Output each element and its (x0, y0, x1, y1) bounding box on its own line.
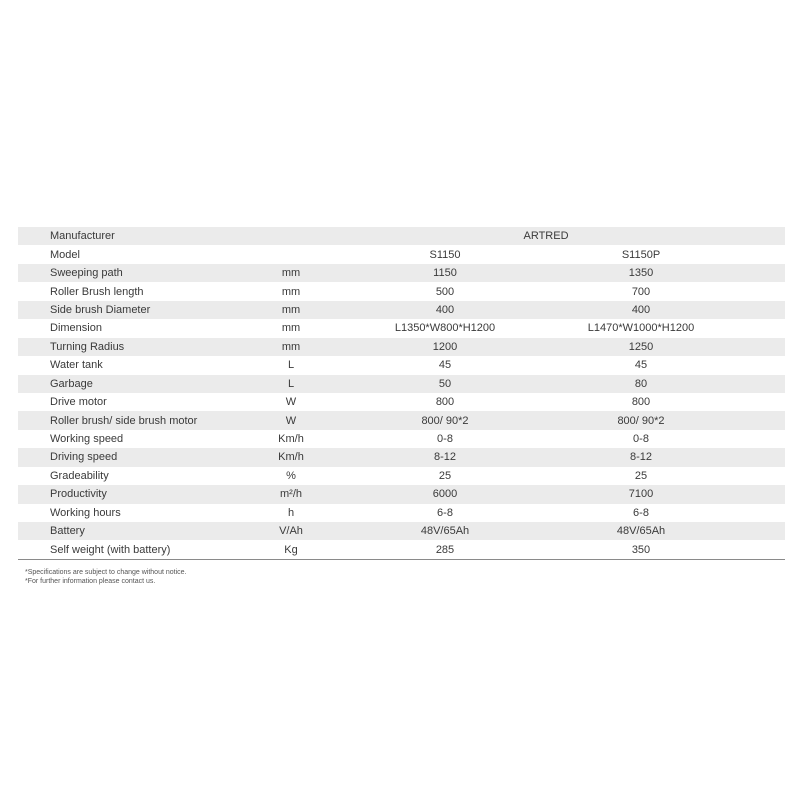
row-unit: mm (281, 285, 301, 298)
model-a-value: 6000 (432, 488, 458, 501)
model-b-value: 350 (631, 543, 651, 556)
model-b-value: L1470*W1000*H1200 (587, 322, 695, 335)
row-unit: Km/h (278, 433, 304, 446)
table-row (18, 393, 785, 411)
table-row (18, 301, 785, 319)
table-row (18, 411, 785, 429)
row-label: Manufacturer (50, 230, 115, 243)
table-row (18, 467, 785, 485)
table-row (18, 430, 785, 448)
model-b-value: 1250 (628, 340, 654, 353)
table-row (18, 485, 785, 503)
row-label: Working hours (50, 506, 121, 519)
model-a-value: S1150 (429, 248, 461, 261)
model-a-value: 800 (435, 396, 455, 409)
model-b-value: S1150P (621, 248, 661, 261)
row-label: Driving speed (50, 451, 118, 464)
model-a-value: 50 (438, 377, 452, 390)
row-label: Roller Brush length (50, 285, 144, 298)
table-row (18, 522, 785, 540)
row-label: Self weight (with battery) (50, 543, 171, 556)
table-row (18, 282, 785, 300)
model-a-value: 48V/65Ah (420, 525, 470, 538)
model-a-value: L1350*W800*H1200 (394, 322, 496, 335)
table-row (18, 319, 785, 337)
table-row (18, 540, 785, 558)
row-label: Turning Radius (50, 340, 125, 353)
model-b-value: 700 (631, 285, 651, 298)
footnote: *Specifications are subject to change without notice. (25, 569, 187, 576)
row-unit: L (287, 359, 295, 372)
model-a-value: 6-8 (437, 506, 453, 519)
table-row (18, 338, 785, 356)
model-a-value: 25 (438, 469, 452, 482)
table-row (18, 245, 785, 263)
model-b-value: 6-8 (633, 506, 649, 519)
row-label: Working speed (50, 433, 124, 446)
row-label: Battery (50, 525, 85, 538)
row-unit: W (285, 396, 297, 409)
row-label: Garbage (50, 377, 93, 390)
footnote: *For further information please contact us. (25, 578, 156, 585)
table-row (18, 504, 785, 522)
row-unit: mm (281, 267, 301, 280)
row-label: Productivity (50, 488, 107, 501)
row-label: Sweeping path (50, 267, 123, 280)
model-b-value: 1350 (628, 267, 654, 280)
model-b-value: 0-8 (633, 433, 649, 446)
model-a-value: 500 (435, 285, 455, 298)
model-a-value: 1150 (433, 267, 457, 280)
row-unit: mm (281, 340, 301, 353)
row-label: Dimension (50, 322, 102, 335)
model-a-value: 400 (435, 303, 455, 316)
row-label: Side brush Diameter (50, 303, 151, 316)
table-row (18, 227, 785, 245)
row-unit: Kg (284, 543, 298, 556)
table-row (18, 264, 785, 282)
row-unit: V/Ah (279, 525, 303, 538)
row-unit: m²/h (280, 488, 302, 501)
row-unit: Km/h (278, 451, 304, 464)
model-b-value: 45 (634, 359, 648, 372)
row-unit: mm (281, 322, 301, 335)
row-unit: mm (281, 303, 301, 316)
row-unit: % (286, 469, 296, 482)
table-row (18, 356, 785, 374)
model-b-value: 80 (634, 377, 648, 390)
model-a-value: 0-8 (437, 433, 453, 446)
table-row (18, 448, 785, 466)
model-a-value: 45 (438, 359, 452, 372)
model-a-value: 285 (435, 543, 455, 556)
footnotes (25, 568, 187, 586)
row-label: Roller brush/ side brush motor (50, 414, 198, 427)
model-b-value: 25 (634, 469, 648, 482)
row-label: Drive motor (50, 396, 107, 409)
row-label: Model (50, 248, 80, 261)
table-row (18, 375, 785, 393)
model-b-value: 800 (631, 396, 651, 409)
row-label: Gradeability (50, 469, 109, 482)
model-b-value: 8-12 (629, 451, 653, 464)
model-b-value: 7100 (628, 488, 654, 501)
row-unit: h (287, 506, 295, 519)
model-b-value: 800/ 90*2 (617, 414, 665, 427)
model-b-value: 48V/65Ah (616, 525, 666, 538)
model-a-value: 800/ 90*2 (421, 414, 469, 427)
model-a-value: 8-12 (433, 451, 457, 464)
spec-table (18, 227, 785, 560)
row-unit: W (285, 414, 297, 427)
row-unit: L (287, 377, 295, 390)
manufacturer-value: ARTRED (523, 230, 569, 243)
row-label: Water tank (50, 359, 103, 372)
model-b-value: 400 (631, 303, 651, 316)
model-a-value: 1200 (432, 340, 458, 353)
